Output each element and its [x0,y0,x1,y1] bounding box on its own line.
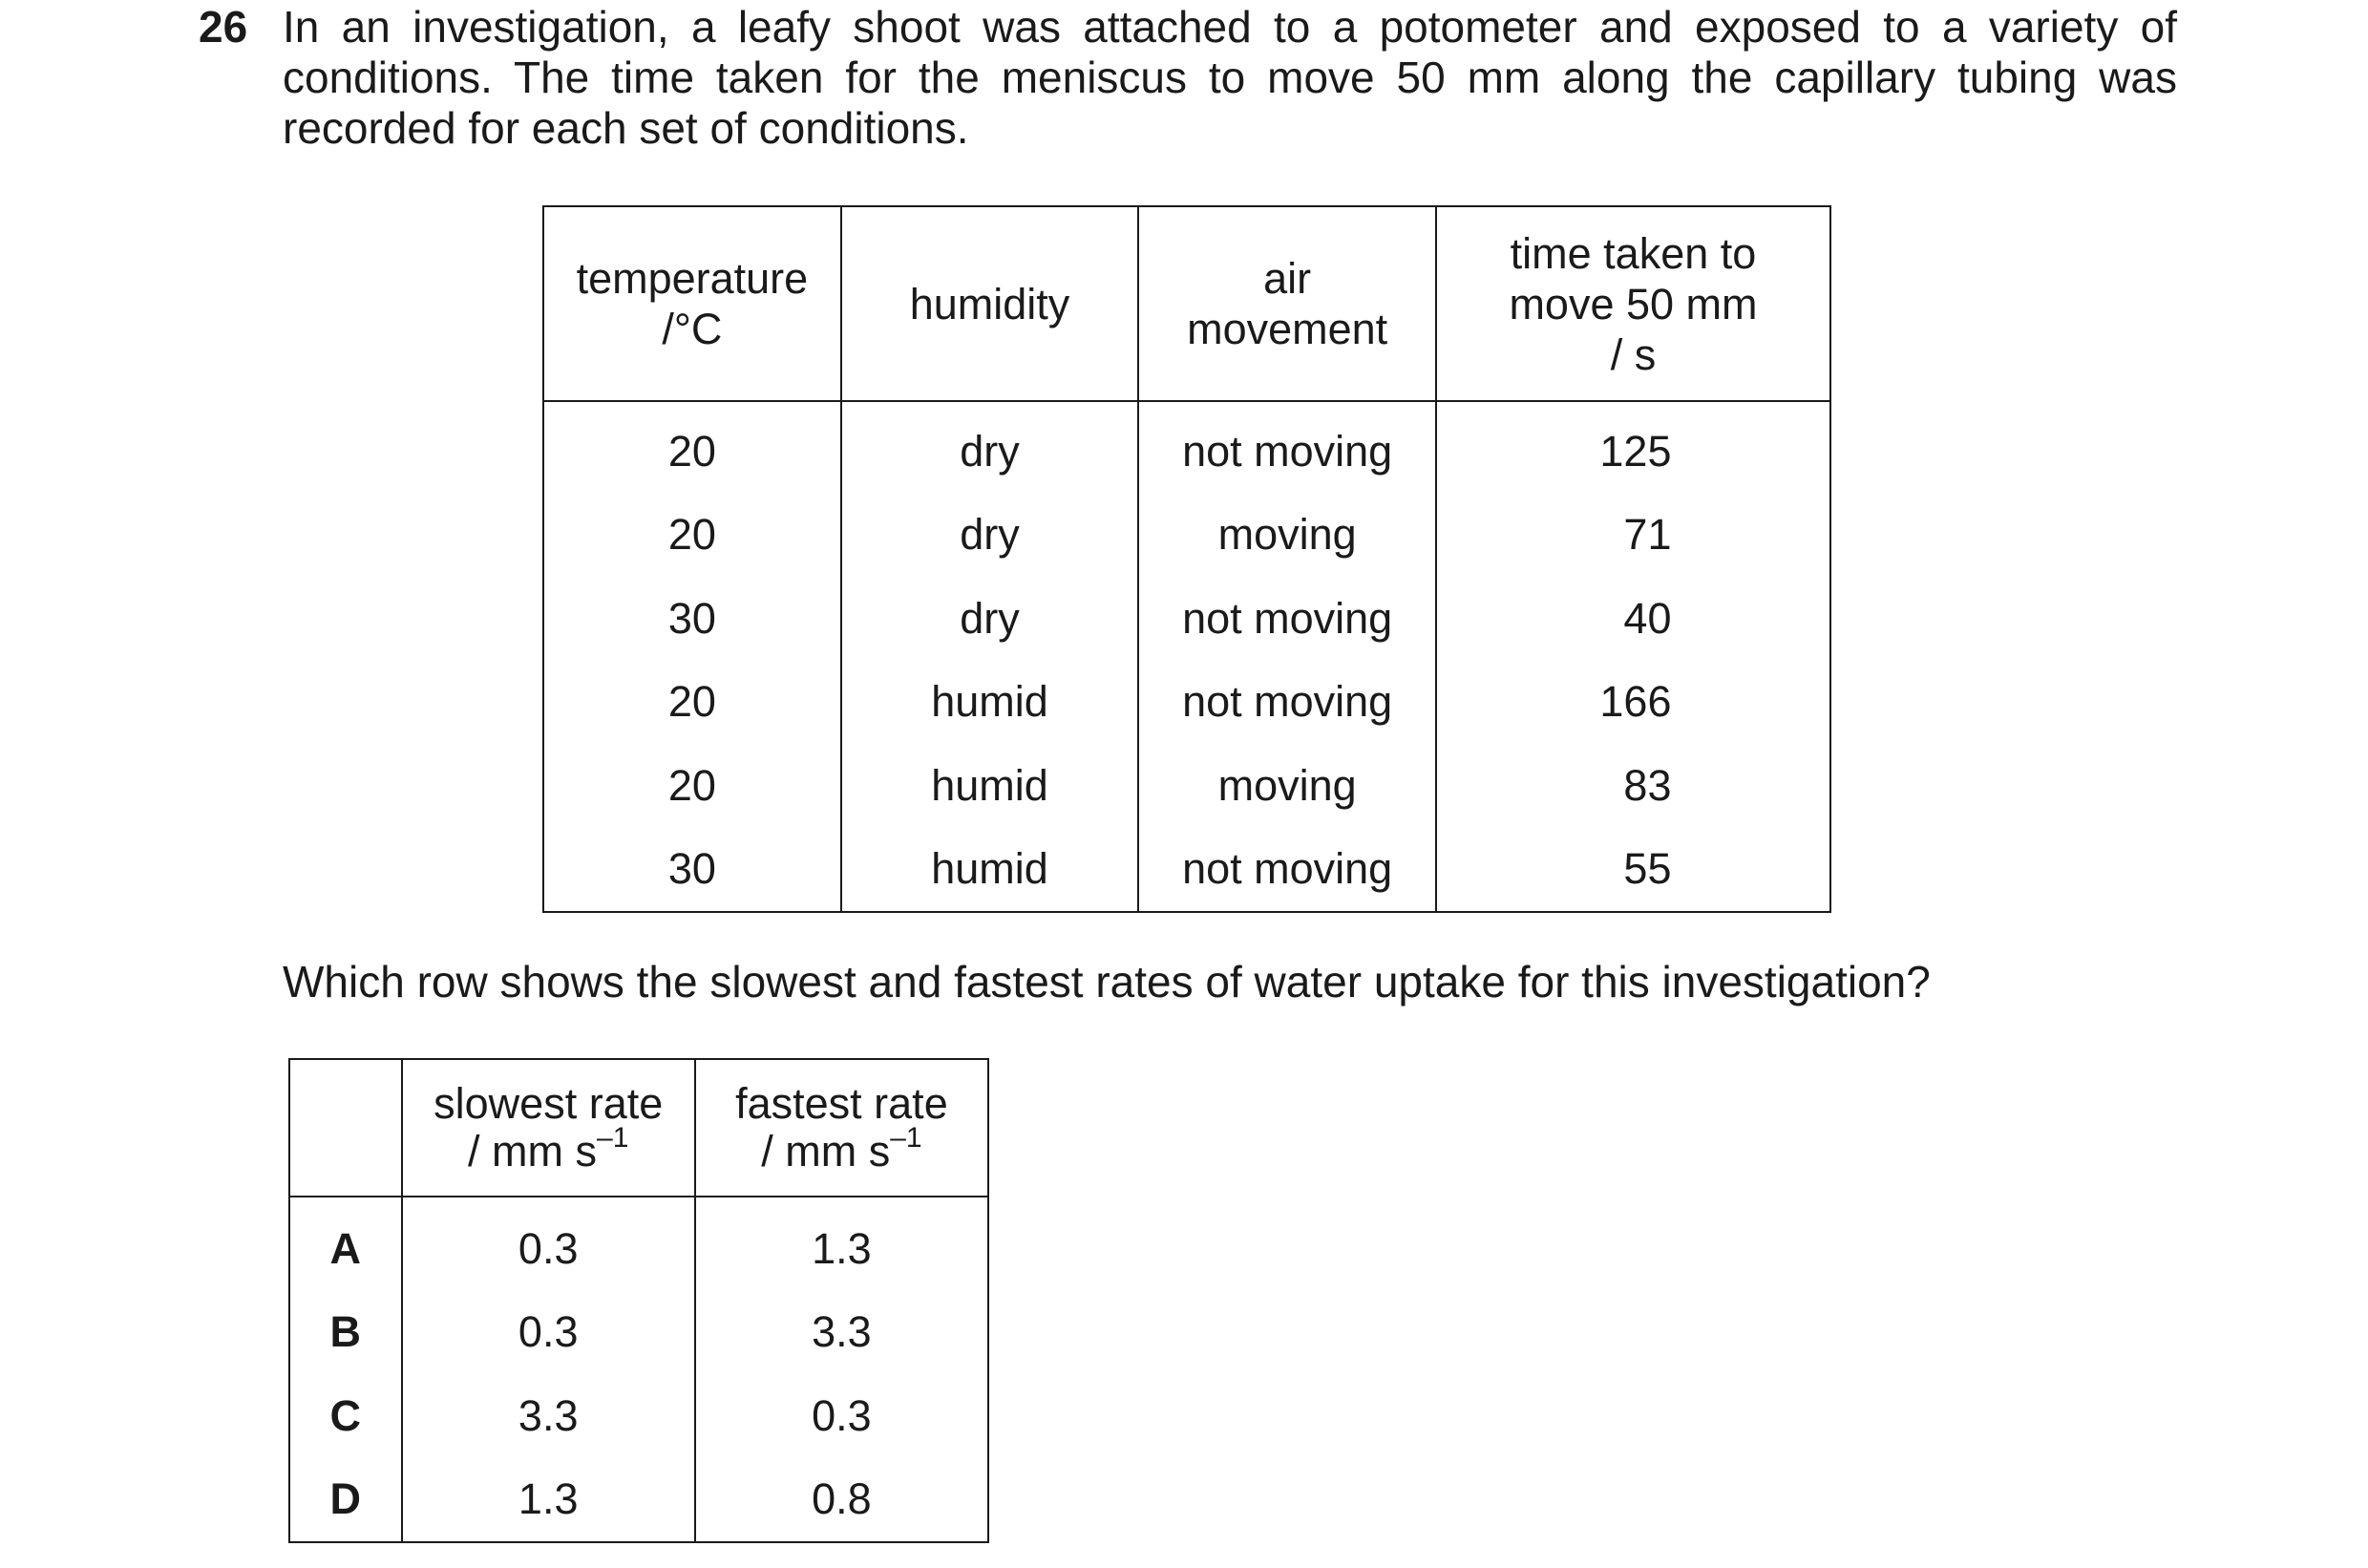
cell-air-movement: not moving [1138,401,1436,494]
cell-temperature: 30 [543,828,841,913]
header-slowest-rate: slowest rate / mm $s^{-1}$ [402,1059,695,1197]
stem-line: In an investigation, a leafy shoot was attached to a potometer and exposed to a variety of [283,2,2177,52]
option-letter: B [289,1291,402,1375]
cell-fastest: 3.3 [695,1291,988,1375]
stem-line: conditions. The time taken for the meniscus to move 50 mm along the capillary tubing was [283,53,2177,102]
option-letter: A [289,1197,402,1291]
option-letter: D [289,1458,402,1543]
header-air-movement: air movement [1138,206,1436,401]
header-humidity: humidity [841,206,1139,401]
answer-option-row[interactable] [289,1197,988,1291]
cell-temperature: 20 [543,661,841,745]
cell-air-movement: moving [1138,494,1436,578]
header-time-taken: time taken to move 50 mm / s [1436,206,1830,401]
cell-slowest: 0.3 [402,1197,695,1291]
cell-humidity: humid [841,661,1139,745]
cell-air-movement: not moving [1138,577,1436,661]
cell-fastest: 0.8 [695,1458,988,1543]
header-blank [289,1059,402,1197]
cell-slowest: 3.3 [402,1374,695,1458]
cell-air-movement: moving [1138,744,1436,828]
cell-humidity: dry [841,494,1139,578]
table-row [543,744,1830,828]
cell-time: 166 [1436,661,1830,745]
cell-time: 55 [1436,828,1830,913]
cell-fastest: 0.3 [695,1374,988,1458]
question-stem [283,2,2177,154]
question-number: 26 [199,2,248,52]
answer-table-header-row [289,1059,988,1197]
cell-time: 125 [1436,401,1830,494]
cell-humidity: dry [841,577,1139,661]
cell-air-movement: not moving [1138,661,1436,745]
cell-time: 83 [1436,744,1830,828]
question-prompt: Which row shows the slowest and fastest rates of water uptake for this investigation? [283,957,1931,1006]
header-temperature: temperature /°C [543,206,841,401]
cell-humidity: humid [841,828,1139,913]
header-fastest-rate: fastest rate / mm $s^{-1}$ [695,1059,988,1197]
cell-temperature: 20 [543,494,841,578]
stem-line: recorded for each set of conditions. [283,103,969,153]
cell-slowest: 0.3 [402,1291,695,1375]
table-row [543,401,1830,494]
table-row [543,494,1830,578]
cell-slowest: 1.3 [402,1458,695,1543]
table-row [543,828,1830,913]
data-table [542,205,1831,913]
cell-fastest: 1.3 [695,1197,988,1291]
cell-humidity: dry [841,401,1139,494]
answer-option-row[interactable] [289,1291,988,1375]
cell-time: 71 [1436,494,1830,578]
answer-option-row[interactable] [289,1458,988,1543]
answer-option-row[interactable] [289,1374,988,1458]
table-row [543,661,1830,745]
cell-temperature: 20 [543,401,841,494]
cell-humidity: humid [841,744,1139,828]
answer-table [288,1058,989,1543]
cell-air-movement: not moving [1138,828,1436,913]
cell-temperature: 20 [543,744,841,828]
option-letter: C [289,1374,402,1458]
data-table-header-row [543,206,1830,401]
table-row [543,577,1830,661]
cell-time: 40 [1436,577,1830,661]
cell-temperature: 30 [543,577,841,661]
